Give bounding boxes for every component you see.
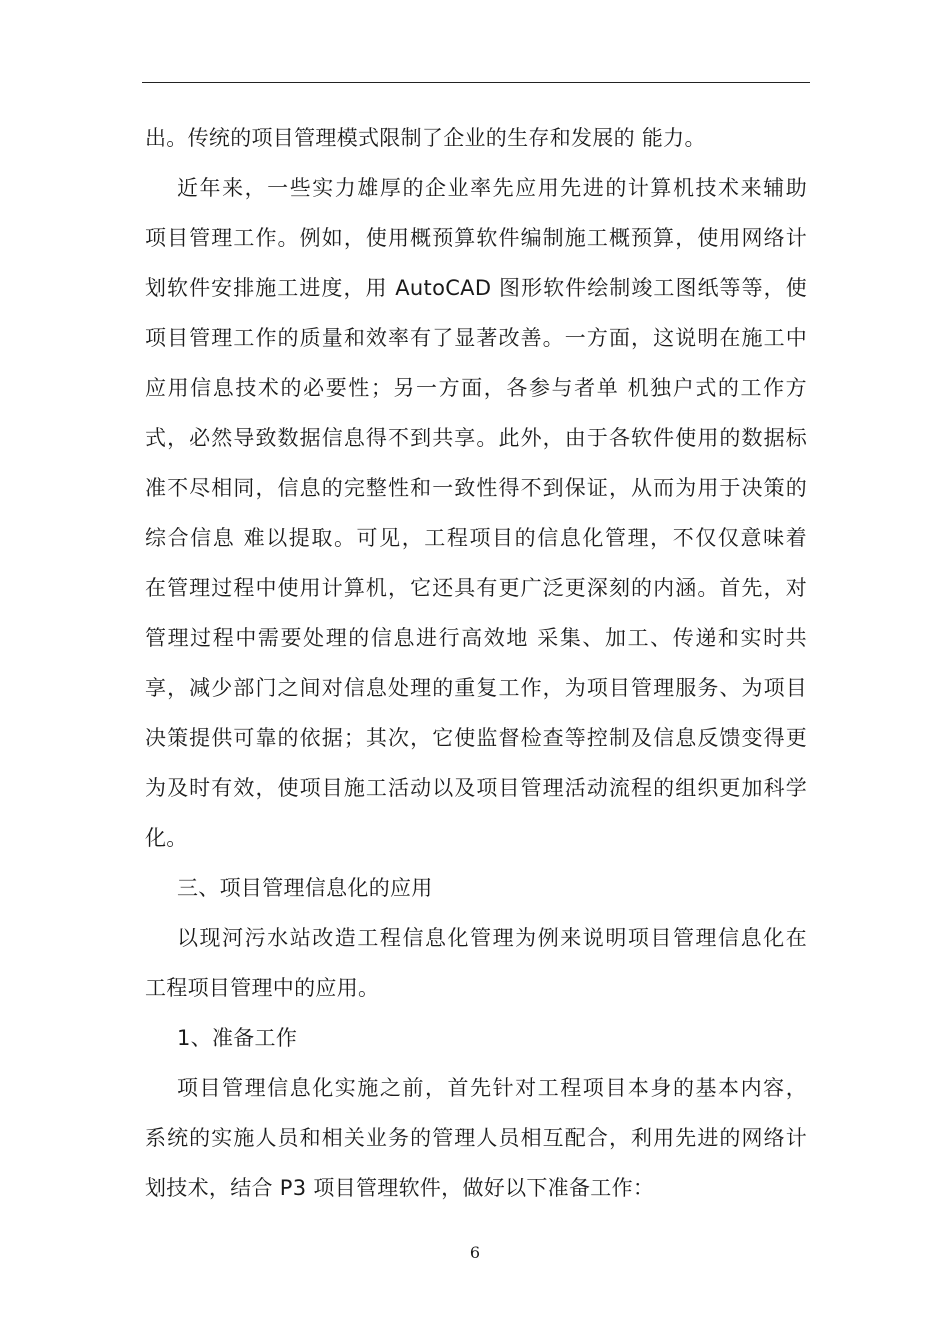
text-line: 项目管理工作的质量和效率有了显著改善。一方面，这说明在施工中: [145, 326, 807, 350]
text-line: 应用信息技术的必要性；另一方面，各参与者单 机独户式的工作方: [145, 376, 807, 400]
header-rule: [142, 82, 810, 83]
text-line: 享，减少部门之间对信息处理的重复工作，为项目管理服务、为项目: [145, 676, 807, 700]
text-line: 管理过程中需要处理的信息进行高效地 采集、加工、传递和实时共: [145, 626, 807, 650]
text-line: 综合信息 难以提取。可见，工程项目的信息化管理，不仅仅意味着: [145, 526, 807, 550]
text-line: 式，必然导致数据信息得不到共享。此外，由于各软件使用的数据标: [145, 426, 807, 450]
section-heading: 三、项目管理信息化的应用: [177, 876, 433, 900]
text-line: 项目管理信息化实施之前，首先针对工程项目本身的基本内容，: [177, 1076, 807, 1100]
text-line: 准不尽相同，信息的完整性和一致性得不到保证，从而为用于决策的: [145, 476, 807, 500]
text-line: 决策提供可靠的依据；其次，它使监督检查等控制及信息反馈变得更: [145, 726, 807, 750]
text-line: 近年来，一些实力雄厚的企业率先应用先进的计算机技术来辅助: [177, 176, 807, 200]
text-line: 在管理过程中使用计算机，它还具有更广泛更深刻的内涵。首先，对: [145, 576, 807, 600]
page-number: 6: [469, 1243, 481, 1262]
text-line: 工程项目管理中的应用。: [145, 976, 380, 1000]
text-line: 化。: [145, 826, 188, 850]
text-line: 以现河污水站改造工程信息化管理为例来说明项目管理信息化在: [177, 926, 807, 950]
text-line: 划技术，结合 P3 项目管理软件，做好以下准备工作：: [145, 1176, 655, 1200]
text-line: 划软件安排施工进度，用 AutoCAD 图形软件绘制竣工图纸等等，使: [145, 276, 807, 300]
text-line: 为及时有效，使项目施工活动以及项目管理活动流程的组织更加科学: [145, 776, 807, 800]
text-line: 项目管理工作。例如，使用概预算软件编制施工概预算，使用网络计: [145, 226, 807, 250]
text-line: 出。传统的项目管理模式限制了企业的生存和发展的 能力。: [145, 126, 706, 150]
text-line: 系统的实施人员和相关业务的管理人员相互配合，利用先进的网络计: [145, 1126, 807, 1150]
subsection-heading: 1、准备工作: [177, 1026, 298, 1050]
